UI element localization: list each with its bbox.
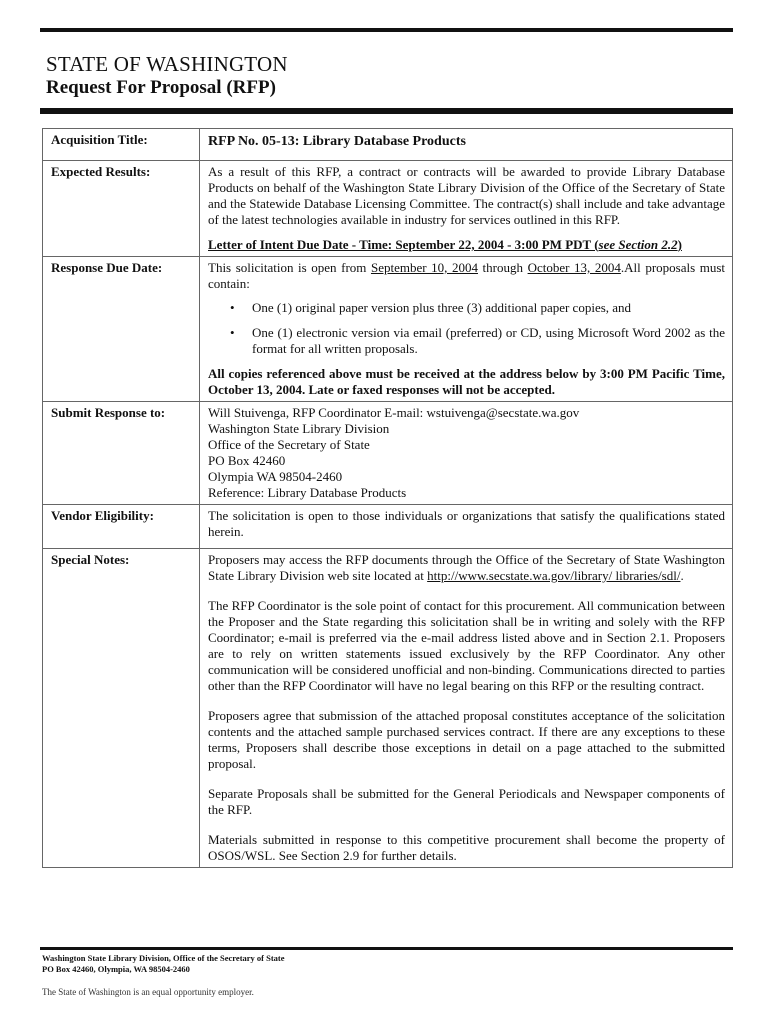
proposal-requirements-list bbox=[208, 300, 725, 357]
address-line: PO Box 42460 bbox=[208, 453, 286, 468]
footer-division: Washington State Library Division, Office of the Secretary of State bbox=[42, 953, 285, 963]
row-expected-results bbox=[43, 161, 733, 257]
notes-paragraph-separate-proposals: Separate Proposals shall be submitted for the General Periodicals and Newspaper components of the RFP. bbox=[208, 786, 725, 817]
letter-of-intent-due: Letter of Intent Due Date - Time: September 22, 2004 - 3:00 PM PDT (see Section 2.2) bbox=[208, 237, 682, 252]
vendor-eligibility-label: Vendor Eligibility: bbox=[43, 505, 200, 549]
row-vendor-eligibility bbox=[43, 505, 733, 549]
footer-eeo-statement: The State of Washington is an equal opportunity employer. bbox=[42, 987, 254, 997]
acquisition-title-label: Acquisition Title: bbox=[43, 129, 200, 161]
response-due-date-label: Response Due Date: bbox=[43, 257, 200, 402]
acquisition-title-value: RFP No. 05-13: Library Database Products bbox=[208, 134, 466, 149]
address-line: Office of the Secretary of State bbox=[208, 437, 370, 452]
submission-deadline-note: All copies referenced above must be received at the address below by 3:00 PM Pacific Time, October 13, 2004. Late or faxed responses will not be accepted. bbox=[208, 366, 725, 397]
footer-rule bbox=[40, 947, 733, 950]
footer-address: PO Box 42460, Olympia, WA 98504-2460 bbox=[42, 964, 190, 974]
notes-paragraph-acceptance: Proposers agree that submission of the attached proposal constitutes acceptance of the solicitation contents and the attached sample purchased services contract. If there are any exceptions to these terms, Proposers shall describe those exceptions in detail on a page attached to the submitted proposal. bbox=[208, 708, 725, 771]
address-line: Olympia WA 98504-2460 bbox=[208, 469, 343, 484]
expected-results-text: As a result of this RFP, a contract or contracts will be awarded to provide Library Database Products on behalf of the Washington State Library Division of the Office of the Secretary of State and the Statewide Database Licensing Committee. The contract(s) shall include and take advantage of the latest technologies available in industry for services outlined in this RFP. bbox=[208, 164, 725, 227]
row-special-notes bbox=[43, 549, 733, 868]
row-submit-response bbox=[43, 402, 733, 505]
notes-paragraph-coordinator: The RFP Coordinator is the sole point of contact for this procurement. All communication between the Proposer and the State regarding this solicitation shall be in writing and solely with the RFP Coordinator; e-mail is preferred via the e-mail address listed above and in Section 2.1. Proposers are to rely on written statements issued exclusively by the RFP Coordinator. Any other communication will be considered unofficial and non-binding. Communications directed to parties other than the RFP Coordinator will have no legal bearing on this RFP or the resulting contract. bbox=[208, 598, 725, 693]
special-notes-label: Special Notes: bbox=[43, 549, 200, 868]
coordinator-contact: Will Stuivenga, RFP Coordinator E-mail: wstuivenga@secstate.wa.gov bbox=[208, 405, 580, 420]
document-title: STATE OF WASHINGTON bbox=[46, 52, 288, 76]
row-acquisition-title bbox=[43, 129, 733, 161]
open-date: September 10, 2004 bbox=[370, 260, 478, 275]
expected-results-label: Expected Results: bbox=[43, 161, 200, 257]
sdl-website-link[interactable]: http://www.secstate.wa.gov/library/ libraries/sdl/ bbox=[427, 568, 681, 583]
list-item: • One (1) electronic version via email (preferred) or CD, using Microsoft Word 2002 as the format for all written proposals. bbox=[208, 325, 725, 357]
close-date: October 13, 2004 bbox=[527, 260, 621, 275]
reference-line: Reference: Library Database Products bbox=[208, 485, 407, 500]
notes-paragraph-materials: Materials submitted in response to this competitive procurement shall become the property of OSOS/WSL. See Section 2.9 for further details. bbox=[208, 832, 725, 863]
submit-response-label: Submit Response to: bbox=[43, 402, 200, 505]
notes-paragraph-website: Proposers may access the RFP documents through the Office of the Secretary of State Washington State Library Division web site located at http://www.secstate.wa.gov/library/ libraries/sdl/. bbox=[208, 552, 725, 583]
response-open-text: This solicitation is open from September 10, 2004 through October 13, 2004.All proposals must contain: bbox=[208, 260, 726, 291]
rfp-summary-table bbox=[42, 128, 733, 868]
row-response-due-date bbox=[43, 257, 733, 402]
top-rule bbox=[40, 28, 733, 32]
list-item: • One (1) original paper version plus three (3) additional paper copies, and bbox=[208, 300, 725, 316]
section-2-2-reference: see Section 2.2 bbox=[598, 237, 678, 252]
address-line: Washington State Library Division bbox=[208, 421, 390, 436]
document-subtitle: Request For Proposal (RFP) bbox=[46, 77, 276, 98]
submit-address-block bbox=[200, 402, 733, 505]
vendor-eligibility-text: The solicitation is open to those individuals or organizations that satisfy the qualifications stated herein. bbox=[200, 505, 733, 549]
title-rule bbox=[40, 108, 733, 114]
